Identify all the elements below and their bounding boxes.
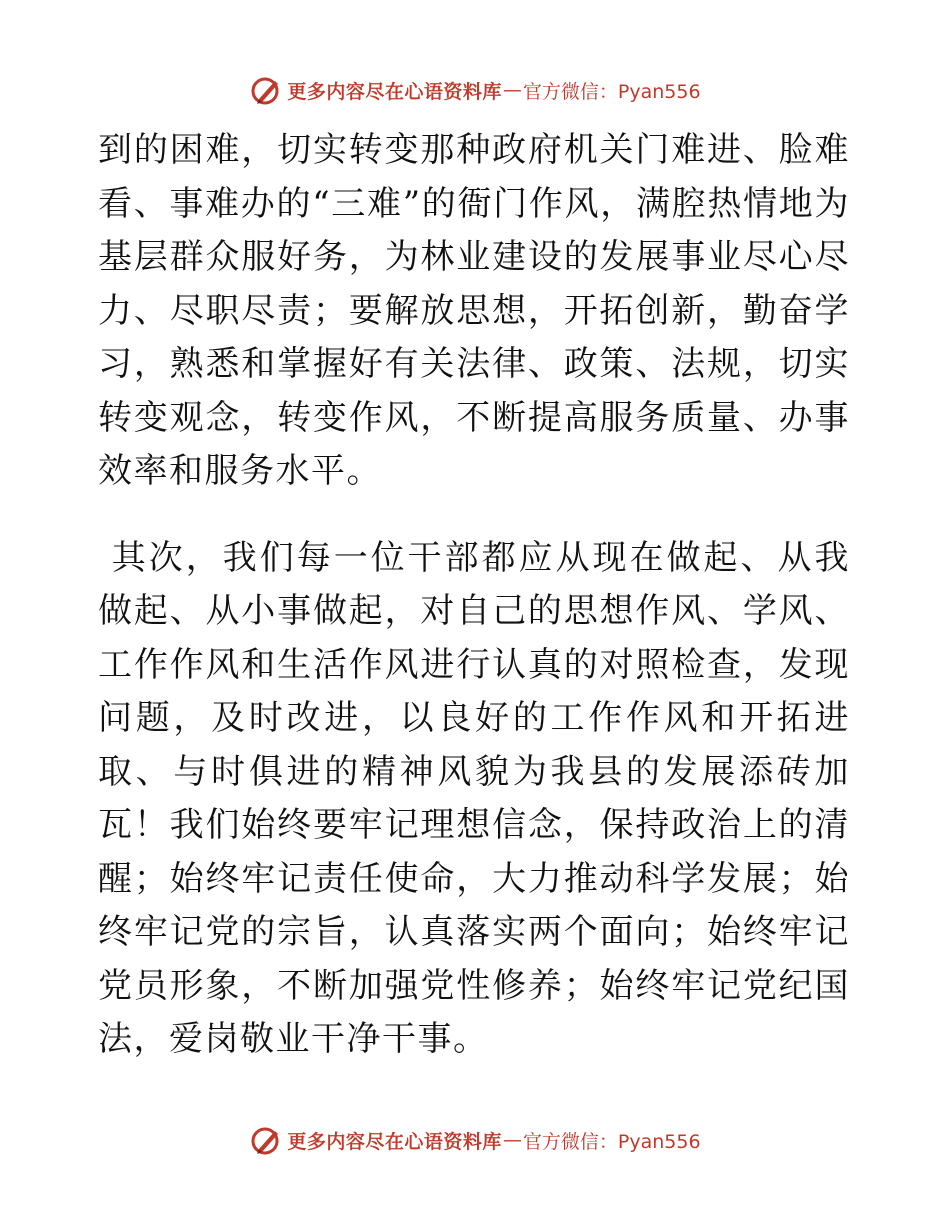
banner-wechat-text: 官方微信：Pyan556 (522, 1130, 701, 1153)
banner-separator: — (502, 79, 522, 101)
banner-wechat-text: 官方微信：Pyan556 (522, 80, 701, 103)
document-body (98, 124, 850, 1067)
header-banner (0, 72, 950, 108)
banner-main-text: 更多内容尽在心语资料库 (287, 1130, 502, 1153)
pen-logo-icon (249, 73, 283, 107)
pen-logo-icon (249, 1123, 283, 1157)
banner-main-text: 更多内容尽在心语资料库 (287, 80, 502, 103)
banner-separator: — (502, 1129, 522, 1151)
footer-banner (0, 1122, 950, 1158)
paragraph-1: 到的困难，切实转变那种政府机关门难进、脸难看、事难办的“三难”的衙门作风，满腔热情地为基层群众服好务，为林业建设的发展事业尽心尽力、尽职尽责；要解放思想，开拓创新，勤奋学习，熟悉和掌握好有关法律、政策、法规，切实转变观念，转变作风，不断提高服务质量、办事效率和服务水平。 (98, 130, 850, 491)
paragraph-2: 其次，我们每一位干部都应从现在做起、从我做起、从小事做起，对自己的思想作风、学风、工作作风和生活作风进行认真的对照检查，发现问题，及时改进，以良好的工作作风和开拓进取、与时俱进的精神风貌为我县的发展添砖加瓦！我们始终要牢记理想信念，保持政治上的清醒；始终牢记责任使命，大力推动科学发展；始终牢记党的宗旨，认真落实两个面向；始终牢记党员形象，不断加强党性修养；始终牢记党纪国法，爱岗敬业干净干事。 (98, 537, 850, 1059)
